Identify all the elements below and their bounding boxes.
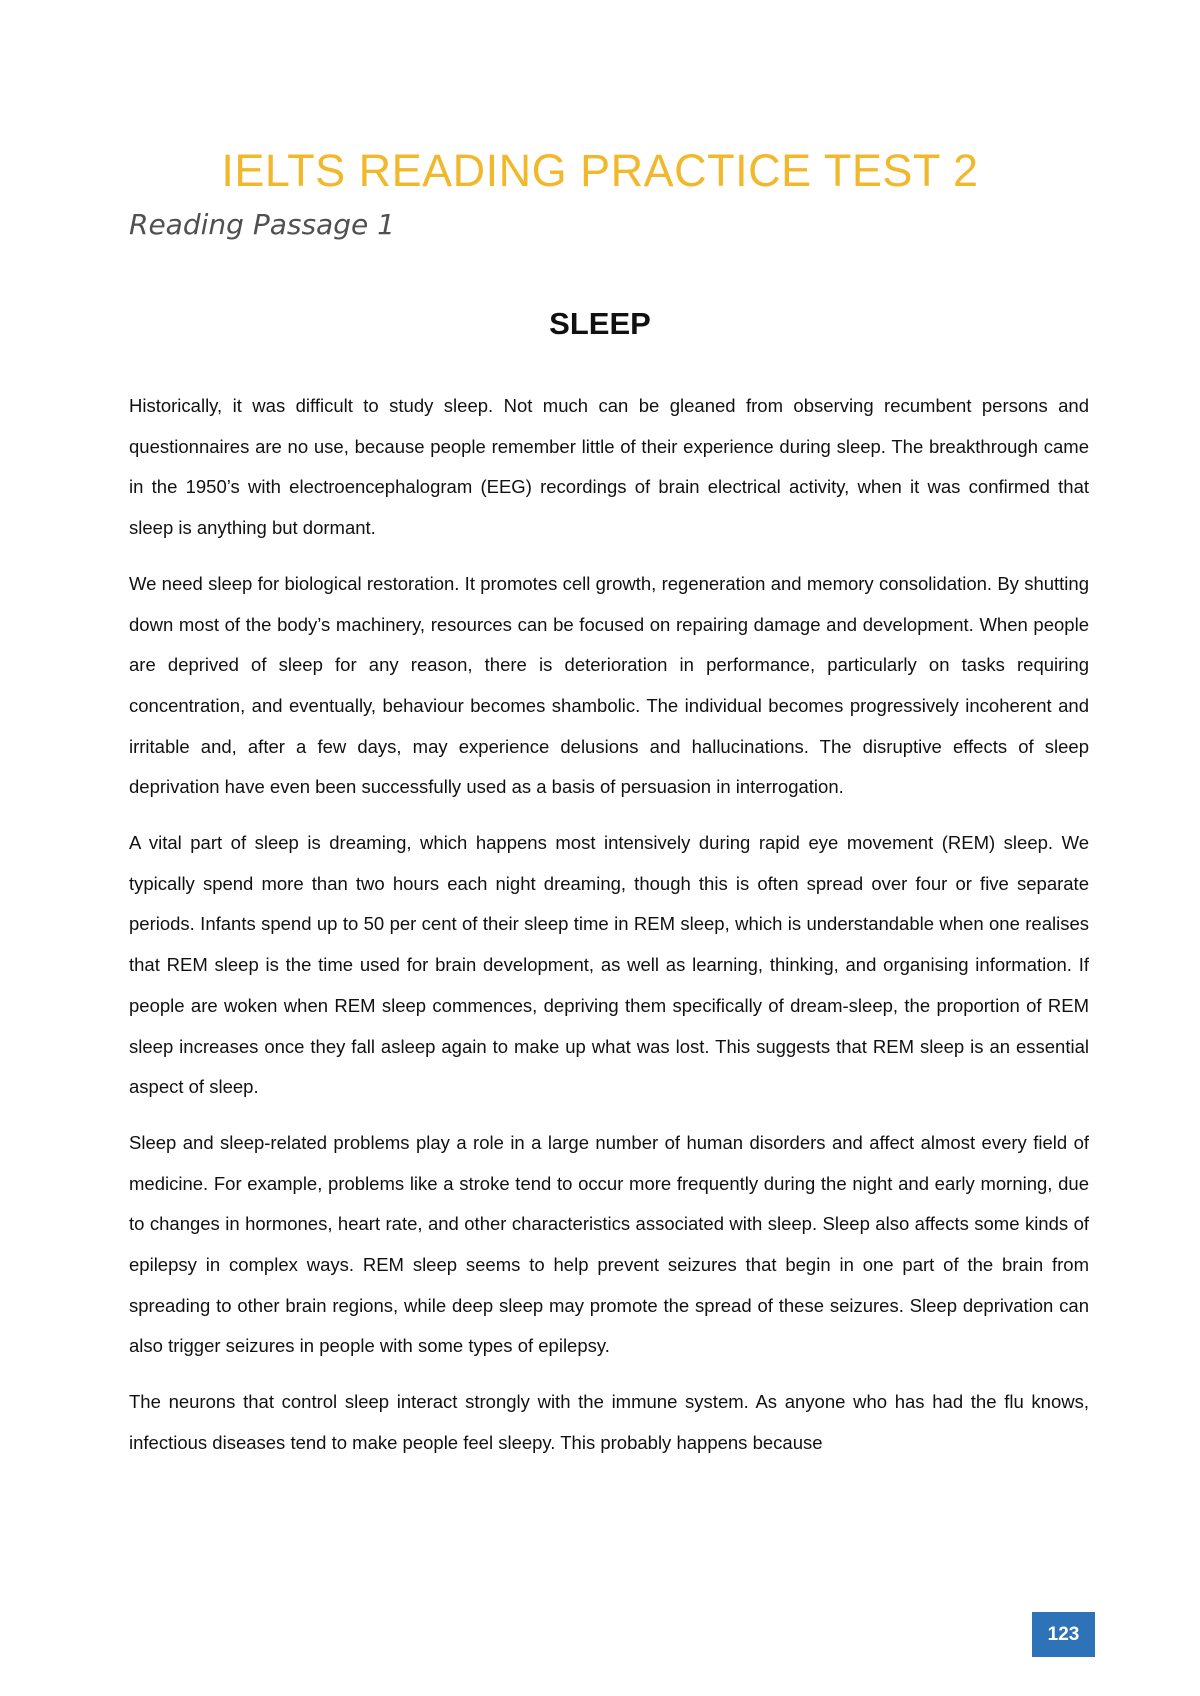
paragraph: The neurons that control sleep interact strongly with the immune system. As anyone who has had the flu knows, infectious diseases tend to make people feel sleepy. This probably happens because bbox=[129, 1391, 1089, 1453]
paragraph: Historically, it was difficult to study sleep. Not much can be gleaned from observing recumbent persons and questionnaires are no use, because people remember little of their experience during sleep. The breakthrough came in the 1950’s with electroencephalogram (EEG) recordings of brain electrical activity, when it was confirmed that sleep is anything but dormant. bbox=[129, 395, 1089, 539]
paragraph: We need sleep for biological restoration. It promotes cell growth, regeneration and memory consolidation. By shutting down most of the body’s machinery, resources can be focused on repairing damage and development. When people are deprived of sleep for any reason, there is deterioration in performance, particularly on tasks requiring concentration, and eventually, behaviour becomes shambolic. The individual becomes progressively incoherent and irritable and, after a few days, may experience delusions and hallucinations. The disruptive effects of sleep deprivation have even been successfully used as a basis of persuasion in interrogation. bbox=[129, 572, 1089, 798]
article-title: SLEEP bbox=[549, 306, 651, 341]
test-title: IELTS READING PRACTICE TEST 2 bbox=[221, 145, 979, 196]
page-number-badge: 123 bbox=[1032, 1612, 1095, 1657]
paragraph: A vital part of sleep is dreaming, which happens most intensively during rapid eye movement (REM) sleep. We typically spend more than two hours each night dreaming, though this is often spread over four or five separate periods. Infants spend up to 50 per cent of their sleep time in REM sleep, which is understandable when one realises that REM sleep is the time used for brain development, as well as learning, thinking, and organising information. If people are woken when REM sleep commences, depriving them specifically of dream-sleep, the proportion of REM sleep increases once they fall asleep again to make up what was lost. This suggests that REM sleep is an essential aspect of sleep. bbox=[129, 832, 1089, 1098]
passage-label: Reading Passage 1 bbox=[129, 208, 395, 241]
article-body bbox=[129, 386, 1089, 1479]
paragraph: Sleep and sleep-related problems play a role in a large number of human disorders and affect almost every field of medicine. For example, problems like a stroke tend to occur more frequently during the night and early morning, due to changes in hormones, heart rate, and other characteristics associated with sleep. Sleep also affects some kinds of epilepsy in complex ways. REM sleep seems to help prevent seizures that begin in one part of the brain from spreading to other brain regions, while deep sleep may promote the spread of these seizures. Sleep deprivation can also trigger seizures in people with some types of epilepsy. bbox=[129, 1131, 1089, 1357]
